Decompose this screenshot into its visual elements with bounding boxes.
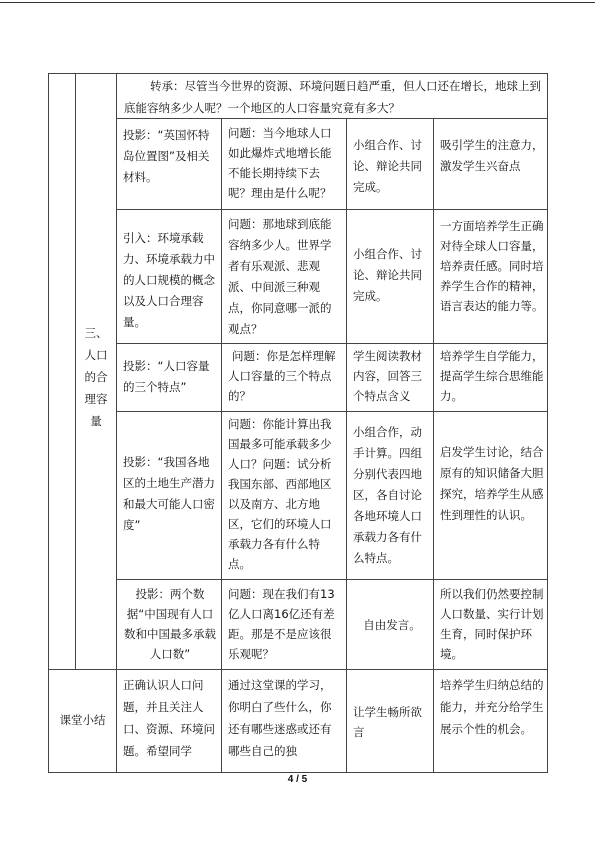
row4-col2 xyxy=(221,411,347,580)
row6-col2-text: 通过这堂课的学习，你明白了些什么，你还有哪些迷惑或还有哪些自己的独 xyxy=(228,678,332,758)
section-label-cell xyxy=(75,73,117,670)
page-top-rule xyxy=(0,2,595,3)
row5-col3 xyxy=(346,579,434,670)
row2-col1 xyxy=(116,209,222,344)
row6-col4 xyxy=(433,669,548,773)
row4-col4 xyxy=(433,411,548,580)
row1-col1 xyxy=(116,118,222,210)
row5-col3-text: 自由发言。 xyxy=(363,618,421,632)
row6-col1-text: 正确认识人口问题，并且关注人口、资源、环境问题。希望同学 xyxy=(123,678,215,758)
row2-col4-text: 一方面培养学生正确对待全球人口容量，培养责任感。同时培养学生合作的精神，语言表达的能力等。 xyxy=(440,219,544,313)
row4-col2-text: 问题：你能计算出我国最多可能承载多少人口？问题：试分析我国东部、西部地区以及南方、北方地区，它们的环境人口承载力各有什么特点。 xyxy=(228,417,332,571)
row2-col1-text: 引入：环境承载力、环境承载力中的人口规模的概念以及人口合理容量。 xyxy=(123,231,215,329)
section-label: 三、人口的合理容量 xyxy=(84,326,108,428)
row1-col3-text: 小组合作、讨论、辩论共同完成。 xyxy=(353,138,422,194)
row6-col3-text: 让学生畅所欲言 xyxy=(353,705,422,739)
row4-col1 xyxy=(116,411,222,580)
lesson-plan-table xyxy=(48,73,548,773)
row5-col2-text: 问题：现在我们有13亿人口离16亿还有差距。那是不是应该很乐观呢？ xyxy=(228,587,335,661)
transition-cell xyxy=(116,73,548,119)
row4-col4-text: 启发学生讨论，结合原有的知识储备大胆探究，培养学生从感性到理性的认识。 xyxy=(440,445,544,522)
row6-col2 xyxy=(221,669,347,773)
summary-label: 课堂小结 xyxy=(59,713,106,727)
row3-col1 xyxy=(116,343,222,412)
row1-col2-text: 问题：当今地球人口如此爆炸式地增长能不能长期持续下去呢？理由是什么呢？ xyxy=(228,126,332,200)
row2-col4 xyxy=(433,209,548,344)
row5-col2 xyxy=(221,579,347,670)
row5-col4 xyxy=(433,579,548,670)
row1-col3 xyxy=(346,118,434,210)
row3-col2 xyxy=(221,343,347,412)
row6-col1 xyxy=(116,669,222,773)
transition-text: 转承：尽管当今世界的资源、环境问题日趋严重，但人口还在增长，地球上到底能容纳多少人呢？一个地区的人口容量究竟有多大？ xyxy=(124,79,541,115)
row5-col4-text: 所以我们仍然要控制人口数量、实行计划生育，同时保护环境。 xyxy=(440,587,544,661)
row3-col3-text: 学生阅读教材内容，回答三个特点含义 xyxy=(353,349,422,403)
summary-label-cell xyxy=(48,669,117,773)
row1-col1-text: 投影：“英国怀特岛位置图”及相关材料。 xyxy=(123,128,210,184)
margin-column xyxy=(48,73,76,670)
row4-col3-text: 小组合作，动手计算。四组分别代表四地区，各自讨论各地环境人口承载力各有什么特点。 xyxy=(353,425,422,565)
row3-col4-text: 培养学生自学能力，提高学生综合思维能力。 xyxy=(440,349,544,403)
row1-col4-text: 吸引学生的注意力，激发学生兴奋点 xyxy=(440,138,544,173)
row3-col1-text: 投影：“人口容量的三个特点” xyxy=(123,359,210,394)
row3-col2-text: 问题：你是怎样理解人口容量的三个特点的？ xyxy=(228,349,336,403)
row3-col4 xyxy=(433,343,548,412)
row6-col3 xyxy=(346,669,434,773)
row2-col3 xyxy=(346,209,434,344)
row1-col4 xyxy=(433,118,548,210)
row2-col2 xyxy=(221,209,347,344)
row4-col3 xyxy=(346,411,434,580)
row2-col3-text: 小组合作、讨论、辩论共同完成。 xyxy=(353,247,422,303)
row5-col1-text: 投影：两个数据“中国现有人口数和中国最多承载人口数” xyxy=(124,587,216,661)
row2-col2-text: 问题：那地球到底能容纳多少人。世界学者有乐观派、悲观派、中间派三种观点，你同意哪一派的观点？ xyxy=(228,217,332,336)
row3-col3 xyxy=(346,343,434,412)
row1-col2 xyxy=(221,118,347,210)
page-number: 4 / 5 xyxy=(287,774,308,785)
row4-col1-text: 投影：“我国各地区的土地生产潜力和最大可能人口密度” xyxy=(123,455,215,532)
row5-col1 xyxy=(116,579,222,670)
row6-col4-text: 培养学生归纳总结的能力，并充分给学生展示个性的机会。 xyxy=(440,678,544,736)
